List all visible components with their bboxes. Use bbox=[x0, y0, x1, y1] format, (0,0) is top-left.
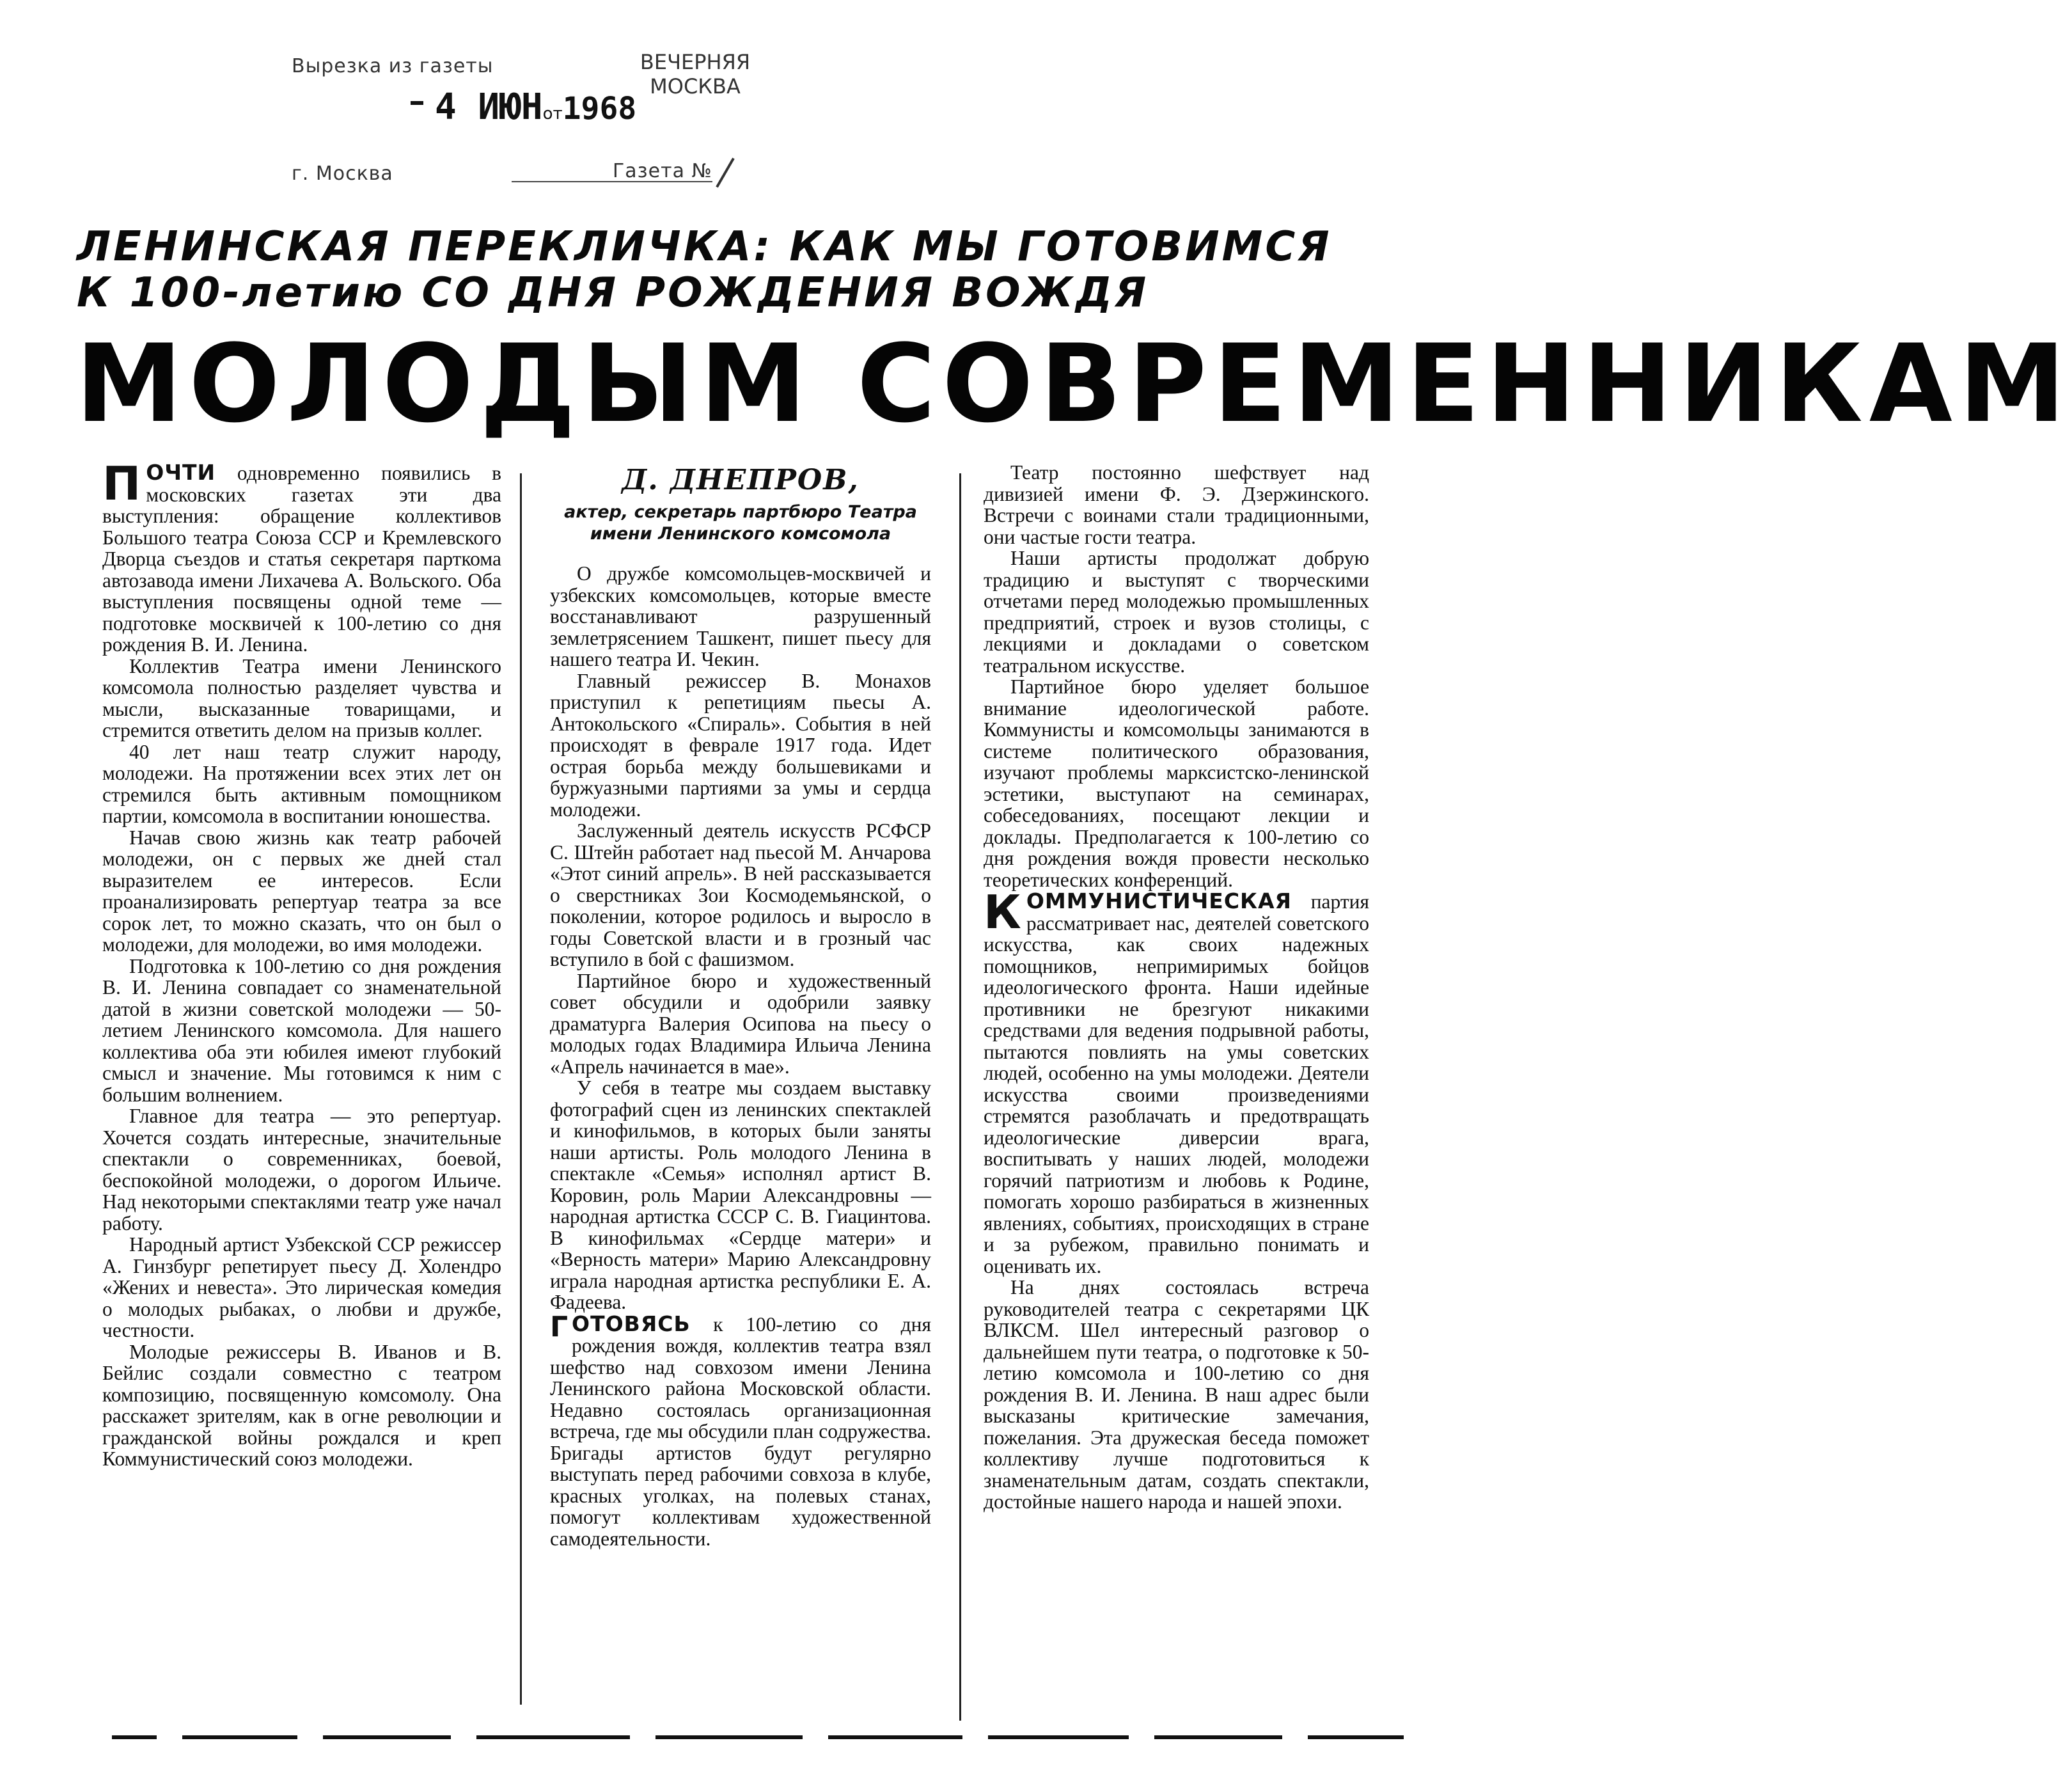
city-label: г. Москва bbox=[292, 162, 393, 185]
rule-dash bbox=[1154, 1735, 1282, 1739]
paragraph-text: одновременно появились в московских газетах эти два выступления: обращение коллективов Большого театра Союза ССР и Кремлевского Дворца съездов и статья секретаря парткома автозавода имени Лихачева А. Вольского. Оба выступления посвящены одной теме — подготовке москвичей к 100-летию со дня рождения В. И. Ленина. bbox=[102, 462, 501, 656]
paragraph: Партийное бюро уделяет большое внимание идеологической работе. Коммунисты и комсомольцы занимаются в системе политического образования, изучают проблемы марксистско-ленинской эстетики, выступают на семинарах, собеседованиях, посещают лекции и доклады. Предполагается к 100-летию со дня рождения вождя провести несколько теоретических конференций. bbox=[984, 675, 1369, 891]
paragraph: О дружбе комсомольцев-москвичей и узбекских комсомольцев, которые вместе восстанавливают разрушенный землетрясением Ташкент, пишет пьесу для нашего театра И. Чекин. bbox=[550, 562, 931, 670]
drop-cap: П bbox=[102, 457, 141, 510]
lead-caps: ОММУНИСТИЧЕСКАЯ bbox=[1026, 888, 1292, 913]
paragraph bbox=[102, 457, 501, 656]
author-role: актер, секретарь партбюро Театра имени Ленинского комсомола bbox=[564, 502, 917, 544]
paragraph: Молодые режиссеры В. Иванов и В. Бейлис создали совместно с театром композицию, посвященную комсомолу. Она расскажет зрителям, как в огне революции и гражданской войны рождался и креп Коммунистический союз молодежи. bbox=[102, 1340, 501, 1470]
article-column-2 bbox=[550, 462, 931, 1549]
rule-dash bbox=[828, 1735, 962, 1739]
clipping-date-suffix: от bbox=[542, 104, 563, 123]
paragraph: Подготовка к 100-летию со дня рождения В. И. Ленина совпадает со знаменательной датой в жизни советской молодежи — 50-летием Ленинского комсомола. Для нашего коллектива оба эти юбилея имеют глубокий смысл и значение. Мы готовимся к ним с большим волнением. bbox=[102, 954, 501, 1106]
rule-dash bbox=[112, 1735, 157, 1739]
rule-dash bbox=[1308, 1735, 1404, 1739]
paragraph: На днях состоялась встреча руководителей театра с секретарями ЦК ВЛКСМ. Шел интересный разговор о дальнейшем пути театра, о подготовке к 50-летию комсомола и 100-летию со дня рождения В. И. Ленина. В наш адрес были высказаны критические замечания, пожелания. Эта дружеская беседа поможет коллективу лучше подготовиться к знаменательным датам, создать спектакли, достойные нашего народа и нашей эпохи. bbox=[984, 1276, 1369, 1513]
drop-cap: Г bbox=[550, 1310, 569, 1343]
paragraph: Главный режиссер В. Монахов приступил к репетициям пьесы А. Антокольского «Спираль». События в ней происходят в феврале 1917 года. Идет острая борьба между большевиками и буржуазными партиями за умы и сердца молодежи. bbox=[550, 669, 931, 821]
rubric-line-1: ЛЕНИНСКАЯ ПЕРЕКЛИЧКА: КАК МЫ ГОТОВИМСЯ bbox=[77, 223, 1332, 271]
paragraph bbox=[984, 885, 1369, 1277]
paragraph: 40 лет наш театр служит народу, молодежи. На протяжении всех этих лет он стремился быть активным помощником партии, комсомола в воспитании юношества. bbox=[102, 740, 501, 827]
column-divider bbox=[959, 473, 961, 1721]
paragraph: Наши артисты продолжат добрую традицию и выступят с творческими отчетами перед молодежью промышленных предприятий, строек и вузов столицы, с лекциями и докладами о советском театральном искусстве. bbox=[984, 547, 1369, 677]
rule-dash bbox=[476, 1735, 630, 1739]
clipping-date bbox=[409, 86, 636, 128]
paragraph: У себя в театре мы создаем выставку фотографий сцен из ленинских спектаклей и кинофильмов, в которых были заняты наши артисты. Роль молодого Ленина в спектакле «Семья» исполнял артист В. Коровин, роль Марии Александровны — народная артистка СССР С. В. Гиацинтова. В кинофильмах «Сердце матери» и «Верность матери» Марию Александровну играла народная артистка республики Е. А. Фадеева. bbox=[550, 1077, 931, 1313]
paragraph: Партийное бюро и художественный совет обсудили и одобрили заявку драматурга Валерия Осипова на пьесу о молодых годах Владимира Ильича Ленина «Апрель начинается в мае». bbox=[550, 969, 931, 1078]
paragraph: Заслуженный деятель искусств РСФСР С. Штейн работает над пьесой М. Анчарова «Этот синий апрель». В ней рассказывается о сверстниках Зои Космодемьянской, о поколении, которое родилось и выросло в годы Советской власти и в грозный час вступило в бой с фашизмом. bbox=[550, 819, 931, 970]
rubric-line-2: К 100-летию СО ДНЯ РОЖДЕНИЯ ВОЖДЯ bbox=[77, 269, 1149, 317]
article-column-3 bbox=[984, 462, 1369, 1513]
column-divider bbox=[520, 473, 522, 1705]
rule-dash bbox=[655, 1735, 803, 1739]
lead-caps: ОТОВЯСЬ bbox=[572, 1311, 691, 1336]
paragraph bbox=[550, 1310, 931, 1550]
clipping-date-day: 4 ИЮН bbox=[435, 86, 543, 128]
paragraph: Коллектив Театра имени Ленинского комсомола полностью разделяет чувства и мысли, высказанные товарищами, и стремится ответить делом на призыв коллег. bbox=[102, 654, 501, 741]
lead-caps: ОЧТИ bbox=[146, 460, 216, 485]
drop-cap: К bbox=[984, 885, 1021, 939]
hand-slash-mark bbox=[716, 157, 734, 187]
paragraph: Главное для театра — это репертуар. Хочется создать интересные, значительные спектакли о современниках, боевой, беспокойной молодежи, о дорогом Ильиче. Над некоторыми спектаклями театр уже начал работу. bbox=[102, 1105, 501, 1235]
paragraph: Театр постоянно шефствует над дивизией имени Ф. Э. Дзержинского. Встречи с воинами стали традиционными, они частые гости театра. bbox=[984, 461, 1369, 548]
rule-dash bbox=[323, 1735, 451, 1739]
rule-dash bbox=[182, 1735, 297, 1739]
clipping-label: Вырезка из газеты bbox=[292, 55, 494, 77]
paragraph-text: партия рассматривает нас, деятелей советского искусства, как своих надежных помощников, непримиримых бойцов идеологического фронта. Наши идейные противники не брезгуют никакими средствами для ведения подрывной работы, пытаются повлиять на умы советских людей, особенно на умы молодежи. Деятели искусства своими произведениями стремятся разоблачать и предотвращать идеологические диверсии врага, воспитывать у наших людей, молодежи горячий патриотизм и любовь к Родине, помогать хорошо разбираться в жизненных явлениях, событиях, происходящих в стране и за рубежом, правильно понимать и оценивать их. bbox=[984, 890, 1369, 1277]
paragraph-text: к 100-летию со дня рождения вождя, коллектив театра взял шефство над совхозом имени Ленина Ленинского района Московской области. Недавно состоялась организационная встреча, где мы обсудили план содружества. Бригады артистов будут регулярно выступать перед рабочими совхоза в клубе, красных уголках, на полевых станах, помогут коллективам художественной самодеятельности. bbox=[550, 1313, 931, 1550]
newspaper-name: ВЕЧЕРНЯЯ МОСКВА bbox=[640, 50, 751, 99]
author-name: Д. ДНЕПРОВ, bbox=[622, 464, 859, 496]
headline: МОЛОДЫМ СОВРЕМЕННИКАМ bbox=[75, 321, 2072, 446]
bottom-dashed-rule bbox=[112, 1735, 1417, 1739]
paper-number-label: Газета № bbox=[613, 160, 712, 182]
article-column-1 bbox=[102, 457, 501, 1470]
paragraph: Народный артист Узбекской ССР режиссер А. Гинзбург репетирует пьесу Д. Холендро «Жених и невеста». Это лирическая комедия о молодых рыбаках, о любви и дружбе, честности. bbox=[102, 1233, 501, 1341]
rule-dash bbox=[988, 1735, 1129, 1739]
paragraph: Начав свою жизнь как театр рабочей молодежи, он с первых же дней стал выразителем ее интересов. Если проанализировать репертуар театра за все сорок лет, то можно сказать, что он был о молодежи, для молодежи, во имя молодежи. bbox=[102, 826, 501, 956]
clipping-year: 1968 bbox=[562, 91, 637, 127]
